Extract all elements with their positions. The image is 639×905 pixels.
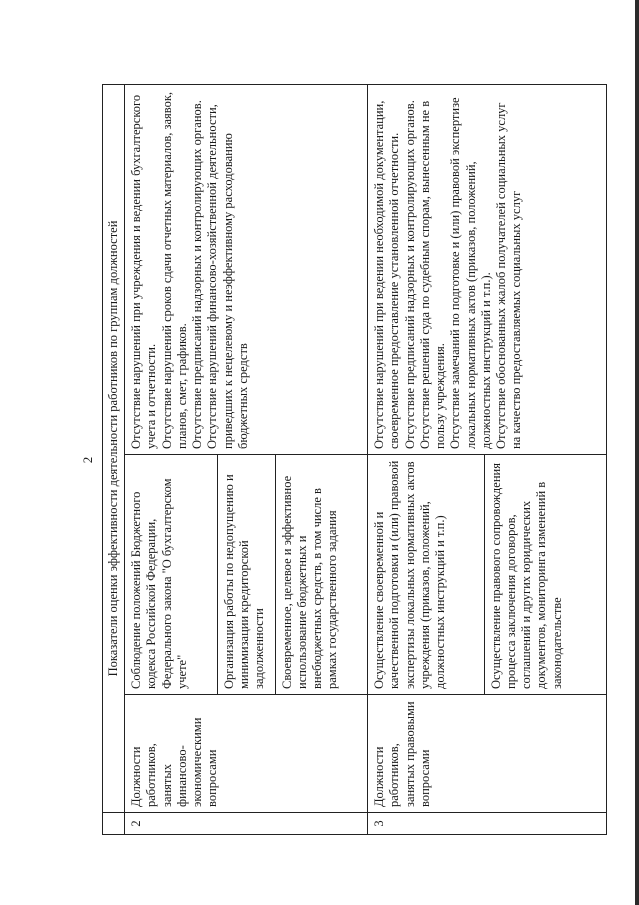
criterion-item: Соблюдение положений Бюджетного кодекса Российской Федерации, Федерального закона "О бухгалтерском учете" — [125, 455, 217, 694]
indicator-item: Отсутствие нарушений при ведении необходимой документации, своевременное предоставление установленной отчетности. — [372, 100, 402, 449]
rotated-page — [74, 85, 604, 835]
table-row — [368, 84, 607, 834]
indicator-item: Отсутствие нарушений сроков сдачи отчетных материалов, заявок, планов, смет, графиков. — [159, 91, 189, 449]
indicator-item: Отсутствие решений суда по судебным спорам, вынесенным не в пользу учреждения. — [417, 100, 447, 449]
criteria-cell — [125, 455, 368, 695]
table-header-row — [103, 84, 125, 834]
indicator-item: Отсутствие нарушений финансово-хозяйственной деятельности, приведших к нецелевому и неэффективному расходованию бюджетных средств — [205, 104, 250, 449]
indicator-item: Отсутствие обоснованных жалоб получателей социальных услуг на качество предоставляемых социальных услуг — [494, 102, 524, 449]
row-number: 2 — [125, 813, 368, 835]
criterion-item: Осуществление своевременной и качественной подготовки и (или) правовой экспертизы локальных нормативных актов учреждения (приказов, положений, должностных инструкций и т.п.) — [368, 455, 484, 694]
indicator-item: Отсутствие замечаний по подготовке и (или) правовой экспертизе локальных нормативных актов (приказов, положений, должностных инструкций и т.п.). — [448, 97, 493, 449]
scan-edge — [635, 0, 639, 905]
criteria-cell — [368, 455, 607, 695]
indicator-item: Отсутствие предписаний надзорных и контролирующих органов. — [190, 100, 204, 449]
position-cell: Должности работников, занятых правовыми вопросами — [368, 695, 607, 813]
indicator-item: Отсутствие нарушений при учреждения и ведении бухгалтерского учета и отчетности. — [129, 94, 159, 449]
table-header: Показатели оценки эффективности деятельности работников по группам должностей — [103, 84, 125, 812]
row-number: 3 — [368, 813, 607, 835]
evaluation-table — [102, 84, 607, 835]
criterion-item: Своевременное, целевое и эффективное использование бюджетных и внебюджетных средств, в том числе в рамках государственного задания — [279, 475, 340, 689]
indicators-cell — [125, 84, 368, 454]
position-cell: Должности работников, занятых финансово-экономическими вопросами — [125, 695, 368, 813]
indicator-item: Отсутствие предписаний надзорных и контролирующих органов. — [402, 100, 417, 449]
criterion-item: Осуществление правового сопровождения процесса заключения договоров, соглашений и других юридических документов, мониторинга изменений в законодательстве — [488, 463, 564, 689]
criterion-item: Организация работы по недопущению и минимизации кредиторской задолженности — [217, 455, 275, 694]
indicators-cell — [368, 84, 607, 454]
table-row — [125, 84, 368, 834]
page-number: 2 — [80, 456, 95, 464]
